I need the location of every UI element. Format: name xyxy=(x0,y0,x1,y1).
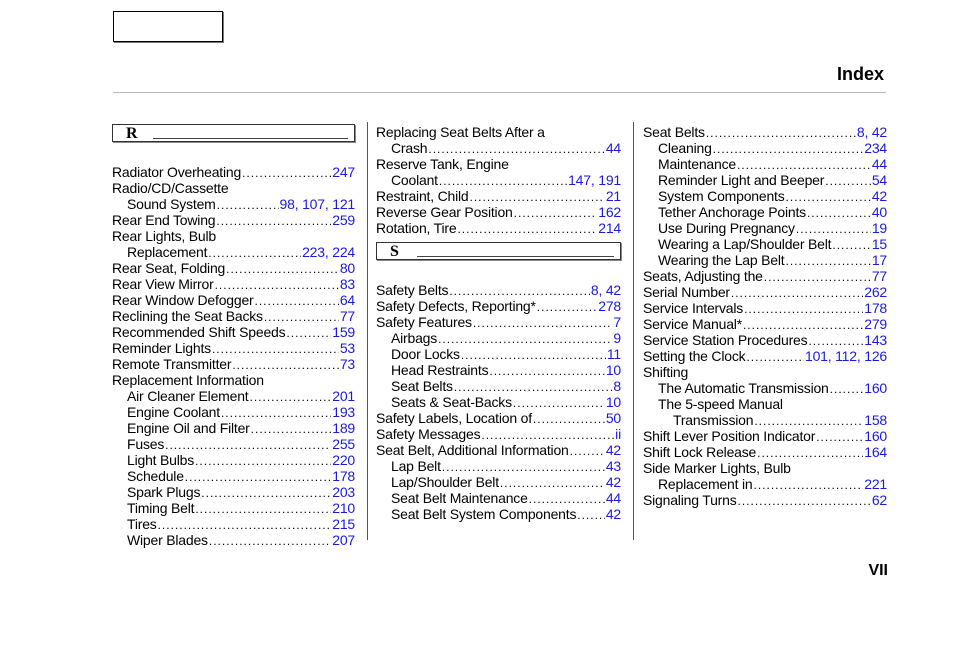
entry-label: Safety Messages xyxy=(376,426,481,442)
entry-label: Rear View Mirror xyxy=(112,276,214,292)
entry-label: Rear Window Defogger xyxy=(112,292,254,308)
index-entry[interactable] xyxy=(376,220,621,236)
entry-label: Wearing the Lap Belt xyxy=(658,252,785,268)
dot-leader xyxy=(753,477,863,493)
index-entry[interactable] xyxy=(643,204,887,220)
dot-leader xyxy=(713,141,864,157)
index-entry[interactable] xyxy=(376,442,621,458)
entry-label: Reminder Light and Beeper xyxy=(658,172,825,188)
page-reference-link[interactable]: 279 xyxy=(864,316,887,332)
dot-leader xyxy=(470,189,605,205)
page-reference-link[interactable]: 262 xyxy=(864,284,887,300)
index-entry[interactable] xyxy=(643,124,887,140)
index-entry[interactable] xyxy=(376,426,621,442)
dot-leader xyxy=(816,429,863,445)
page-reference-link[interactable]: 42 xyxy=(605,474,621,490)
index-entry[interactable] xyxy=(112,340,355,356)
dot-leader xyxy=(457,221,597,237)
page-reference-link[interactable]: 8, 42 xyxy=(856,124,887,140)
page-reference-link[interactable]: 15 xyxy=(871,236,887,252)
index-entry[interactable] xyxy=(376,314,621,330)
page-reference-link[interactable]: 207 xyxy=(332,532,355,548)
entry-label: Lap/Shoulder Belt xyxy=(391,474,499,490)
entry-label: Safety Labels, Location of xyxy=(376,410,532,426)
page-reference-link[interactable]: 21 xyxy=(605,188,621,204)
dot-leader xyxy=(832,237,870,253)
entry-label: Tether Anchorage Points xyxy=(658,204,806,220)
page-reference-link[interactable]: 53 xyxy=(339,340,355,356)
entry-list xyxy=(112,164,355,548)
page-reference-link[interactable]: 203 xyxy=(332,484,355,500)
page-reference-link[interactable]: 9 xyxy=(613,330,621,346)
page-reference-link[interactable]: 158 xyxy=(864,412,887,428)
page-reference-link[interactable]: ii xyxy=(615,426,621,442)
page-reference-link[interactable]: 201 xyxy=(332,388,355,404)
index-entry[interactable] xyxy=(643,380,887,396)
index-entry[interactable] xyxy=(376,204,621,220)
page-reference-link[interactable]: 221 xyxy=(864,476,887,492)
page-reference-link[interactable]: 50 xyxy=(605,410,621,426)
dot-leader xyxy=(461,347,606,363)
dot-leader xyxy=(232,357,338,373)
entry-label: Seats, Adjusting the xyxy=(643,268,763,284)
entry-label: Safety Defects, Reporting* xyxy=(376,298,536,314)
dot-leader xyxy=(158,517,332,533)
entry-label: Radio/CD/Cassette xyxy=(112,180,229,196)
dot-leader xyxy=(255,293,339,309)
entry-label: The Automatic Transmission xyxy=(658,380,829,396)
index-entry[interactable] xyxy=(112,516,355,532)
entry-label: Rear End Towing xyxy=(112,212,216,228)
index-entry[interactable] xyxy=(112,436,355,452)
index-entry[interactable] xyxy=(643,236,887,252)
entry-label: Replacing Seat Belts After a xyxy=(376,124,545,140)
dot-leader xyxy=(786,189,871,205)
index-entry[interactable] xyxy=(112,244,355,260)
index-entry[interactable] xyxy=(112,292,355,308)
index-entry[interactable] xyxy=(643,220,887,236)
page-reference-link[interactable]: 42 xyxy=(605,506,621,522)
entry-label: Shifting xyxy=(643,364,689,380)
dot-leader xyxy=(786,253,871,269)
dot-leader xyxy=(212,341,339,357)
index-entry[interactable] xyxy=(376,410,621,426)
index-entry[interactable] xyxy=(643,316,887,332)
page-reference-link[interactable]: 42 xyxy=(605,442,621,458)
dot-leader xyxy=(209,533,331,549)
page-reference-link[interactable]: 215 xyxy=(332,516,355,532)
entry-label: Serial Number xyxy=(643,284,730,300)
index-entry xyxy=(376,124,621,140)
index-entry xyxy=(112,228,355,244)
page-reference-link[interactable]: 164 xyxy=(864,444,887,460)
page-reference-link[interactable]: 143 xyxy=(864,332,887,348)
page-reference-link[interactable]: 8 xyxy=(613,378,621,394)
index-entry[interactable] xyxy=(112,500,355,516)
dot-leader xyxy=(264,309,339,325)
index-entry[interactable] xyxy=(643,252,887,268)
page-reference-link[interactable]: 62 xyxy=(871,492,887,508)
index-entry[interactable] xyxy=(376,330,621,346)
dot-leader xyxy=(165,437,331,453)
entry-label: Use During Pregnancy xyxy=(658,220,795,236)
section-header-r: R xyxy=(112,124,355,142)
entry-label: Safety Features xyxy=(376,314,472,330)
entry-label: Seats & Seat-Backs xyxy=(391,394,512,410)
index-entry[interactable] xyxy=(643,492,887,508)
index-entry[interactable] xyxy=(376,490,621,506)
page-reference-link[interactable]: 77 xyxy=(871,268,887,284)
entry-label: Lap Belt xyxy=(391,458,441,474)
dot-leader xyxy=(537,299,597,315)
entry-label: Service Intervals xyxy=(643,300,744,316)
dot-leader xyxy=(216,213,331,229)
entry-label: Reminder Lights xyxy=(112,340,211,356)
dot-leader xyxy=(757,445,863,461)
entry-label: Transmission xyxy=(673,412,754,428)
index-entry[interactable] xyxy=(643,476,887,492)
entry-label: Signaling Turns xyxy=(643,492,737,508)
entry-label: Rotation, Tire xyxy=(376,220,457,236)
page-reference-link[interactable]: 8, 42 xyxy=(590,282,621,298)
index-entry[interactable] xyxy=(643,268,887,284)
dot-leader xyxy=(570,443,605,459)
index-entry[interactable] xyxy=(643,284,887,300)
entry-label: Spark Plugs xyxy=(127,484,201,500)
index-entry[interactable] xyxy=(112,468,355,484)
page-reference-link[interactable]: 42 xyxy=(871,188,887,204)
page-number: VII xyxy=(868,562,888,579)
dot-leader xyxy=(746,349,804,365)
page-reference-link[interactable]: 214 xyxy=(598,220,621,236)
page-reference-link[interactable]: 19 xyxy=(871,220,887,236)
dot-leader xyxy=(215,277,339,293)
entry-label: Safety Belts xyxy=(376,282,449,298)
index-entry xyxy=(643,396,887,412)
entry-label: Seat Belts xyxy=(391,378,453,394)
column-divider xyxy=(367,122,368,540)
page-reference-link[interactable]: 44 xyxy=(605,490,621,506)
index-entry[interactable] xyxy=(112,452,355,468)
index-entry xyxy=(643,364,887,380)
page-reference-link[interactable]: 247 xyxy=(332,164,355,180)
dot-leader xyxy=(743,317,863,333)
index-entry xyxy=(376,156,621,172)
entry-label: Replacement xyxy=(127,244,208,260)
page-reference-link[interactable]: 160 xyxy=(864,380,887,396)
dot-leader xyxy=(737,157,871,173)
entry-label: Cleaning xyxy=(658,140,712,156)
page-reference-link[interactable]: 278 xyxy=(598,298,621,314)
page-reference-link[interactable]: 73 xyxy=(339,356,355,372)
entry-label: Fuses xyxy=(127,436,165,452)
index-entry[interactable] xyxy=(376,346,621,362)
page-reference-link[interactable]: 159 xyxy=(332,324,355,340)
dot-leader xyxy=(706,125,856,141)
dot-leader xyxy=(764,269,871,285)
page-reference-link[interactable]: 54 xyxy=(871,172,887,188)
index-entry[interactable] xyxy=(112,276,355,292)
dot-leader xyxy=(489,363,604,379)
page-reference-link[interactable]: 178 xyxy=(864,300,887,316)
page-reference-link[interactable]: 17 xyxy=(871,252,887,268)
entry-label: Timing Belt xyxy=(127,500,195,516)
index-entry[interactable] xyxy=(112,388,355,404)
page-reference-link[interactable]: 10 xyxy=(605,394,621,410)
dot-leader xyxy=(185,469,331,485)
dot-leader xyxy=(249,389,331,405)
entry-label: Light Bulbs xyxy=(127,452,195,468)
entry-label: Maintenance xyxy=(658,156,736,172)
index-entry[interactable] xyxy=(112,164,355,180)
page-reference-link[interactable]: 43 xyxy=(605,458,621,474)
dot-leader xyxy=(808,333,863,349)
index-entry[interactable] xyxy=(643,172,887,188)
page-reference-link[interactable]: 44 xyxy=(871,156,887,172)
entry-label: Tires xyxy=(127,516,157,532)
entry-label: Rear Lights, Bulb xyxy=(112,228,216,244)
page-reference-link[interactable]: 64 xyxy=(339,292,355,308)
page-reference-link[interactable]: 162 xyxy=(598,204,621,220)
dot-leader xyxy=(830,381,864,397)
entry-label: Reserve Tank, Engine xyxy=(376,156,509,172)
dot-leader xyxy=(513,395,605,411)
dot-leader xyxy=(226,261,339,277)
dot-leader xyxy=(439,173,567,189)
page-reference-link[interactable]: 98, 107, 121 xyxy=(279,196,355,212)
index-entry xyxy=(112,180,355,196)
index-entry[interactable] xyxy=(112,308,355,324)
entry-label: Schedule xyxy=(127,468,184,484)
entry-label: Air Cleaner Element xyxy=(127,388,249,404)
index-entry[interactable] xyxy=(643,428,887,444)
index-entry[interactable] xyxy=(112,484,355,500)
entry-list xyxy=(376,282,621,522)
page-reference-link[interactable]: 101, 112, 126 xyxy=(805,348,887,364)
column-divider xyxy=(633,122,634,540)
dot-leader xyxy=(449,283,590,299)
entry-label: Crash xyxy=(391,140,428,156)
dot-leader xyxy=(242,165,331,181)
index-entry[interactable] xyxy=(376,188,621,204)
index-entry xyxy=(643,460,887,476)
entry-label: Seat Belt, Additional Information xyxy=(376,442,569,458)
page-reference-link[interactable]: 223, 224 xyxy=(302,244,355,260)
page-reference-link[interactable]: 160 xyxy=(864,428,887,444)
entry-label: Wiper Blades xyxy=(127,532,208,548)
entry-label: Setting the Clock xyxy=(643,348,746,364)
entry-label: Reclining the Seat Backs xyxy=(112,308,263,324)
entry-label: Coolant xyxy=(391,172,438,188)
entry-label: Door Locks xyxy=(391,346,460,362)
dot-leader xyxy=(442,459,605,475)
dot-leader xyxy=(221,405,331,421)
dot-leader xyxy=(251,421,332,437)
dot-leader xyxy=(754,413,863,429)
dot-leader xyxy=(500,475,605,491)
entry-label: Service Manual* xyxy=(643,316,742,332)
entry-label: Replacement in xyxy=(658,476,753,492)
page-reference-link[interactable]: 77 xyxy=(339,308,355,324)
entry-label: Engine Coolant xyxy=(127,404,220,420)
entry-label: Head Restraints xyxy=(391,362,489,378)
dot-leader xyxy=(807,205,871,221)
entry-label: Remote Transmitter xyxy=(112,356,232,372)
entry-label: Shift Lever Position Indicator xyxy=(643,428,816,444)
page-reference-link[interactable]: 80 xyxy=(339,260,355,276)
dot-leader xyxy=(481,427,614,443)
entry-label: Replacement Information xyxy=(112,372,264,388)
index-entry[interactable] xyxy=(112,260,355,276)
index-entry[interactable] xyxy=(376,458,621,474)
entry-label: The 5-speed Manual xyxy=(658,396,783,412)
dot-leader xyxy=(533,411,605,427)
index-entry[interactable] xyxy=(376,362,621,378)
index-entry[interactable] xyxy=(376,172,621,188)
entry-label: Radiator Overheating xyxy=(112,164,242,180)
index-column-2 xyxy=(376,124,621,522)
page-reference-link[interactable]: 189 xyxy=(332,420,355,436)
index-entry[interactable] xyxy=(112,532,355,548)
dot-leader xyxy=(473,315,613,331)
page-reference-link[interactable]: 44 xyxy=(605,140,621,156)
entry-label: Service Station Procedures xyxy=(643,332,808,348)
page-title: Index xyxy=(836,64,884,84)
entry-label: Reverse Gear Position xyxy=(376,204,513,220)
index-entry[interactable] xyxy=(643,188,887,204)
entry-label: Seat Belt System Components xyxy=(391,506,577,522)
entry-label: Seat Belt Maintenance xyxy=(391,490,528,506)
page-reference-link[interactable]: 255 xyxy=(332,436,355,452)
page-reference-link[interactable]: 259 xyxy=(332,212,355,228)
index-entry[interactable] xyxy=(643,412,887,428)
entry-label: Sound System xyxy=(127,196,216,212)
index-entry[interactable] xyxy=(376,394,621,410)
index-entry[interactable] xyxy=(112,324,355,340)
header-rule xyxy=(113,92,886,93)
entry-label: Engine Oil and Filter xyxy=(127,420,250,436)
entry-label: Side Marker Lights, Bulb xyxy=(643,460,791,476)
entry-label: System Components xyxy=(658,188,785,204)
index-column-1 xyxy=(112,124,355,548)
entry-label: Seat Belts xyxy=(643,124,705,140)
index-entry[interactable] xyxy=(112,196,355,212)
dot-leader xyxy=(738,493,871,509)
index-entry[interactable] xyxy=(376,506,621,522)
page-reference-link[interactable]: 147, 191 xyxy=(568,172,621,188)
dot-leader xyxy=(796,221,871,237)
page-reference-link[interactable]: 178 xyxy=(332,468,355,484)
entry-list xyxy=(643,124,887,508)
dot-leader xyxy=(286,325,331,341)
dot-leader xyxy=(201,485,331,501)
dot-leader xyxy=(217,197,279,213)
dot-leader xyxy=(428,141,604,157)
index-entry[interactable] xyxy=(112,212,355,228)
entry-label: Airbags xyxy=(391,330,438,346)
index-entry[interactable] xyxy=(376,282,621,298)
index-entry[interactable] xyxy=(376,298,621,314)
page-reference-link[interactable]: 7 xyxy=(613,314,621,330)
index-entry[interactable] xyxy=(376,140,621,156)
page-reference-link[interactable]: 210 xyxy=(332,500,355,516)
entry-label: Recommended Shift Speeds xyxy=(112,324,286,340)
entry-label: Restraint, Child xyxy=(376,188,469,204)
page-reference-link[interactable]: 40 xyxy=(871,204,887,220)
navigation-box[interactable] xyxy=(113,11,223,42)
index-entry[interactable] xyxy=(643,348,887,364)
index-entry[interactable] xyxy=(643,140,887,156)
dot-leader xyxy=(454,379,613,395)
section-header-s: S xyxy=(376,242,621,260)
index-entry[interactable] xyxy=(643,156,887,172)
entry-list xyxy=(376,124,621,236)
dot-leader xyxy=(195,453,331,469)
page-reference-link[interactable]: 220 xyxy=(332,452,355,468)
page-reference-link[interactable]: 234 xyxy=(864,140,887,156)
index-entry[interactable] xyxy=(376,378,621,394)
page-reference-link[interactable]: 11 xyxy=(606,346,621,362)
index-entry[interactable] xyxy=(643,300,887,316)
dot-leader xyxy=(195,501,331,517)
index-entry[interactable] xyxy=(643,444,887,460)
page-reference-link[interactable]: 83 xyxy=(339,276,355,292)
entry-label: Rear Seat, Folding xyxy=(112,260,226,276)
dot-leader xyxy=(825,173,871,189)
index-entry xyxy=(112,372,355,388)
page-reference-link[interactable]: 193 xyxy=(332,404,355,420)
dot-leader xyxy=(744,301,863,317)
index-column-3 xyxy=(643,124,887,508)
index-entry[interactable] xyxy=(112,356,355,372)
dot-leader xyxy=(731,285,863,301)
entry-label: Shift Lock Release xyxy=(643,444,757,460)
dot-leader xyxy=(208,245,301,261)
dot-leader xyxy=(514,205,598,221)
entry-label: Wearing a Lap/Shoulder Belt xyxy=(658,236,832,252)
index-entry[interactable] xyxy=(112,420,355,436)
page-reference-link[interactable]: 10 xyxy=(605,362,621,378)
index-entry[interactable] xyxy=(112,404,355,420)
index-entry[interactable] xyxy=(643,332,887,348)
dot-leader xyxy=(438,331,612,347)
dot-leader xyxy=(529,491,605,507)
index-entry[interactable] xyxy=(376,474,621,490)
dot-leader xyxy=(577,507,605,523)
